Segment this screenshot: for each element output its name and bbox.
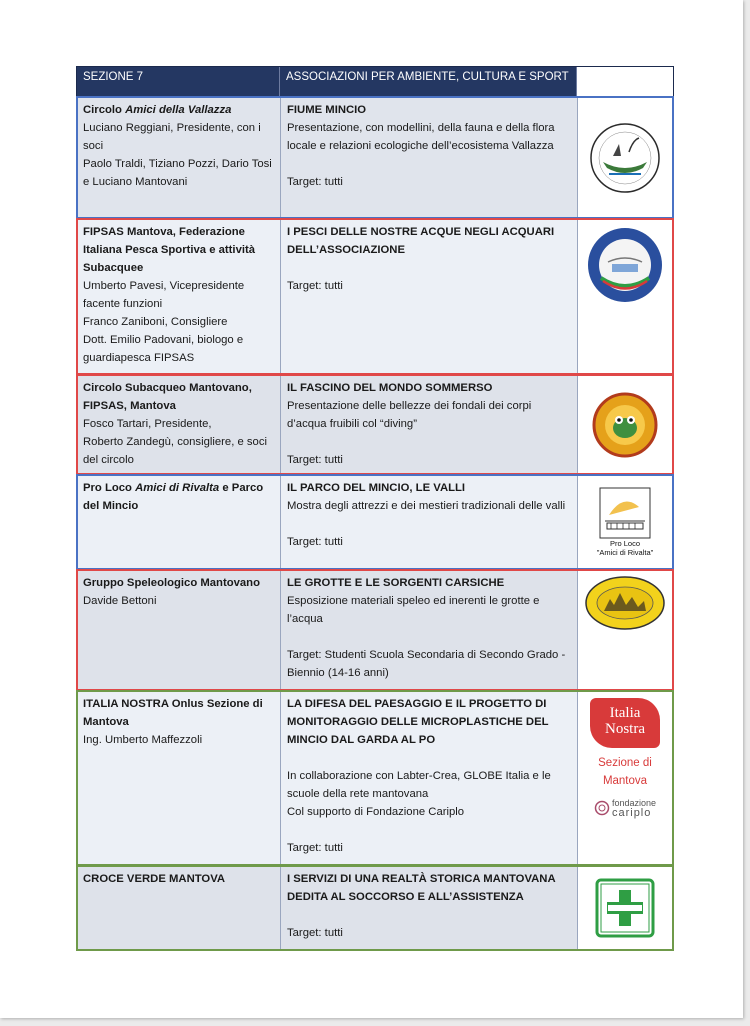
green-cross-icon: [595, 878, 655, 938]
org-name: Circolo Amici della Vallazza: [83, 104, 232, 116]
org-name: ITALIA NOSTRA Onlus Sezione di Mantova: [83, 698, 263, 728]
table-row: [76, 374, 674, 475]
activity-title: IL PARCO DEL MINCIO, LE VALLI: [287, 482, 466, 494]
org-name: Circolo Subacqueo Mantovano, FIPSAS, Mantova: [83, 382, 252, 412]
header-empty: [577, 67, 673, 96]
activity-title: LA DIFESA DEL PAESAGGIO E IL PROGETTO DI MONITORAGGIO DELLE MICROPLASTICHE DEL MINCIO DAL GARDA AL PO: [287, 698, 549, 746]
activity-title: IL FASCINO DEL MONDO SOMMERSO: [287, 382, 493, 394]
program-table: [76, 66, 674, 951]
header-section: SEZIONE 7: [77, 67, 280, 96]
person: Davide Bettoni: [83, 595, 157, 607]
fipsas-logo: [578, 220, 672, 373]
italia-nostra-sub: Mantova: [602, 775, 648, 787]
target: Target: Studenti Scuola Secondaria di Secondo Grado - Biennio (14-16 anni): [287, 649, 566, 679]
org-name: Gruppo Speleologico Mantovano: [83, 577, 260, 589]
proloco-emblem-icon: [599, 487, 651, 539]
activity-desc: In collaborazione con Labter-Crea, GLOBE Italia e le scuole della rete mantovana: [287, 770, 551, 800]
frog-diver-icon: [592, 392, 658, 458]
person: Dott. Emilio Padovani, biologo e guardiapesca FIPSAS: [83, 334, 244, 364]
person: Ing. Umberto Maffezzoli: [83, 734, 203, 746]
italia-nostra-badge: Italia Nostra: [590, 698, 660, 748]
target: Target: tutti: [287, 536, 343, 548]
activity-desc-2: Col supporto di Fondazione Cariplo: [287, 806, 465, 818]
table-row: [76, 218, 674, 375]
target: Target: tutti: [287, 927, 343, 939]
proloco-caption: Pro Loco: [609, 539, 641, 548]
person: Paolo Traldi, Tiziano Pozzi, Dario Tosi e Luciano Mantovani: [83, 158, 272, 188]
proloco-logo: [578, 476, 672, 568]
activity-title: I SERVIZI DI UNA REALTÀ STORICA MANTOVANA DEDITA AL SOCCORSO E ALL’ASSISTENZA: [287, 873, 556, 903]
org-name: CROCE VERDE MANTOVA: [83, 873, 226, 885]
subacqueo-logo: [578, 376, 672, 473]
activity-desc: Presentazione delle bellezze dei fondali dei corpi d’acqua fruibili col “diving”: [287, 400, 532, 430]
italia-nostra-sub: Sezione di: [598, 757, 652, 769]
fipsas-emblem-icon: [586, 226, 664, 304]
activity-title: I PESCI DELLE NOSTRE ACQUE NEGLI ACQUARI DELL’ASSOCIAZIONE: [287, 226, 555, 256]
person: Fosco Tartari, Presidente,: [83, 418, 212, 430]
activity-title: LE GROTTE E LE SORGENTI CARSICHE: [287, 577, 505, 589]
vallazza-emblem-icon: [589, 122, 661, 194]
croce-verde-logo: [578, 867, 672, 949]
cariplo-circle-icon: [594, 800, 610, 816]
person: Franco Zaniboni, Consigliere: [83, 316, 228, 328]
org-name: FIPSAS Mantova, Federazione Italiana Pesca Sportiva e attività Subacquee: [83, 226, 256, 274]
header-title: ASSOCIAZIONI PER AMBIENTE, CULTURA E SPORT: [280, 67, 577, 96]
table-header: [76, 66, 674, 97]
speleo-logo: [578, 571, 672, 689]
cariplo-logo: fondazione cariplo: [594, 798, 656, 818]
activity-title: FIUME MINCIO: [287, 104, 367, 116]
table-row: [76, 690, 674, 866]
person: Roberto Zandegù, consigliere, e soci del circolo: [83, 436, 267, 466]
speleo-emblem-icon: [584, 575, 666, 631]
target: Target: tutti: [287, 454, 343, 466]
table-row: [76, 96, 674, 219]
target: Target: tutti: [287, 280, 343, 292]
person: Luciano Reggiani, Presidente, con i soci: [83, 122, 261, 152]
table-row: [76, 865, 674, 951]
activity-desc: Esposizione materiali speleo ed inerenti le grotte e l’acqua: [287, 595, 540, 625]
activity-desc: Presentazione, con modellini, della fauna e della flora locale e relazioni ecologiche dell’ecosistema Vallazza: [287, 122, 555, 152]
table-row: [76, 569, 674, 691]
target: Target: tutti: [287, 842, 343, 854]
table-row: [76, 474, 674, 570]
proloco-caption: "Amici di Rivalta": [596, 548, 654, 557]
italia-nostra-logo: [578, 692, 672, 864]
target: Target: tutti: [287, 176, 343, 188]
org-name: Pro Loco Amici di Rivalta e Parco del Mincio: [83, 482, 264, 512]
vallazza-logo: [578, 98, 672, 217]
activity-desc: Mostra degli attrezzi e dei mestieri tradizionali delle valli: [287, 500, 566, 512]
person: Umberto Pavesi, Vicepresidente facente funzioni: [83, 280, 245, 310]
